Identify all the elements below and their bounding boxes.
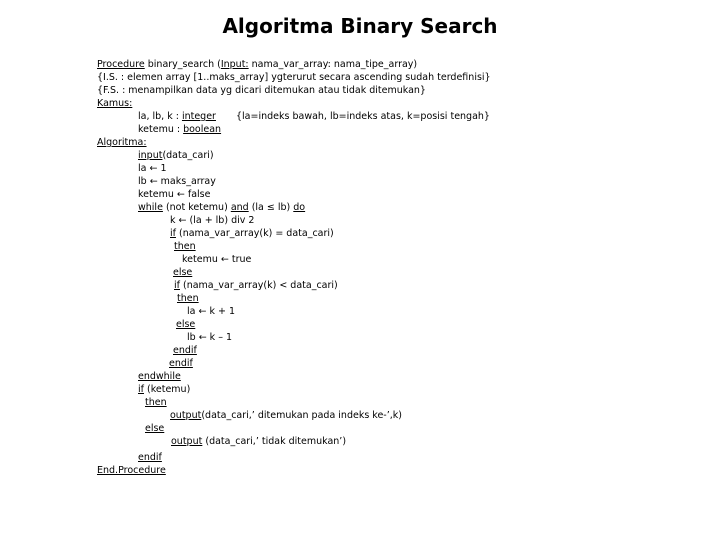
input-call-keyword: input [138,150,163,161]
declaration-vars: la, lb, k : [138,111,182,122]
then-keyword: then [145,397,167,408]
output-statement-found [170,410,402,422]
input-keyword: Input: [220,59,249,70]
assign-lb: lb ← maks_array [138,176,216,187]
if-condition: (nama_var_array(k) = data_cari) [175,228,334,239]
output-keyword: output [170,410,202,421]
assign-la-update: la ← k + 1 [187,306,236,317]
then-keyword: then [174,241,196,252]
if-statement-1 [170,228,334,240]
and-keyword: and [230,202,249,213]
integer-keyword: integer [181,111,216,122]
if-keyword: if [170,228,176,239]
assign-ketemu: ketemu ← false [138,189,211,200]
endif-keyword: endif [138,452,162,463]
boolean-keyword: boolean [183,124,222,135]
while-condition: (not ketemu) [162,202,231,213]
output-args: (data_cari,’ tidak ditemukan’) [202,436,347,447]
endif-keyword: endif [169,358,193,369]
initial-state-comment: {I.S. : elemen array [1..maks_array] ygterurut secara ascending sudah terdefinisi} [97,72,491,83]
else-keyword: else [145,423,165,434]
else-keyword: else [176,319,196,330]
page-title: Algoritma Binary Search [222,14,498,38]
declaration-line-1 [138,111,216,123]
input-call-args: (data_cari) [162,150,214,161]
input-statement [138,150,214,162]
else-keyword: else [173,267,193,278]
while-keyword: while [138,202,163,213]
assign-ketemu-true: ketemu ← true [182,254,252,265]
procedure-params: nama_var_array: nama_tipe_array) [248,59,418,70]
assign-k: k ← (la + lb) div 2 [170,215,255,226]
declaration-var-ketemu: ketemu : [138,124,184,135]
while-condition-2: (la ≤ lb) [248,202,294,213]
then-keyword: then [177,293,199,304]
output-statement-not-found [171,436,346,448]
final-state-comment: {F.S. : menampilkan data yg dicari ditemukan atau tidak ditemukan} [97,85,426,96]
algoritma-heading: Algoritma: [97,137,147,148]
while-statement [138,202,305,214]
if-condition: (nama_var_array(k) < data_cari) [179,280,338,291]
if-keyword: if [174,280,180,291]
endwhile-keyword: endwhile [138,371,181,382]
output-args: (data_cari,’ ditemukan pada indeks ke-’,k) [201,410,402,421]
endif-keyword: endif [173,345,197,356]
procedure-name: binary_search ( [144,59,221,70]
output-keyword: output [171,436,203,447]
if-statement-3 [138,384,190,396]
procedure-header-line [97,59,417,71]
if-statement-2 [174,280,338,292]
if-condition: (ketemu) [143,384,191,395]
assign-lb-update: lb ← k – 1 [187,332,233,343]
assign-la: la ← 1 [138,163,167,174]
end-procedure-keyword: End.Procedure [97,465,166,476]
declaration-line-2 [138,124,221,136]
kamus-heading: Kamus: [97,98,133,109]
declaration-comment: {la=indeks bawah, lb=indeks atas, k=posisi tengah} [236,111,490,122]
procedure-keyword: Procedure [97,59,145,70]
if-keyword: if [138,384,144,395]
do-keyword: do [293,202,306,213]
